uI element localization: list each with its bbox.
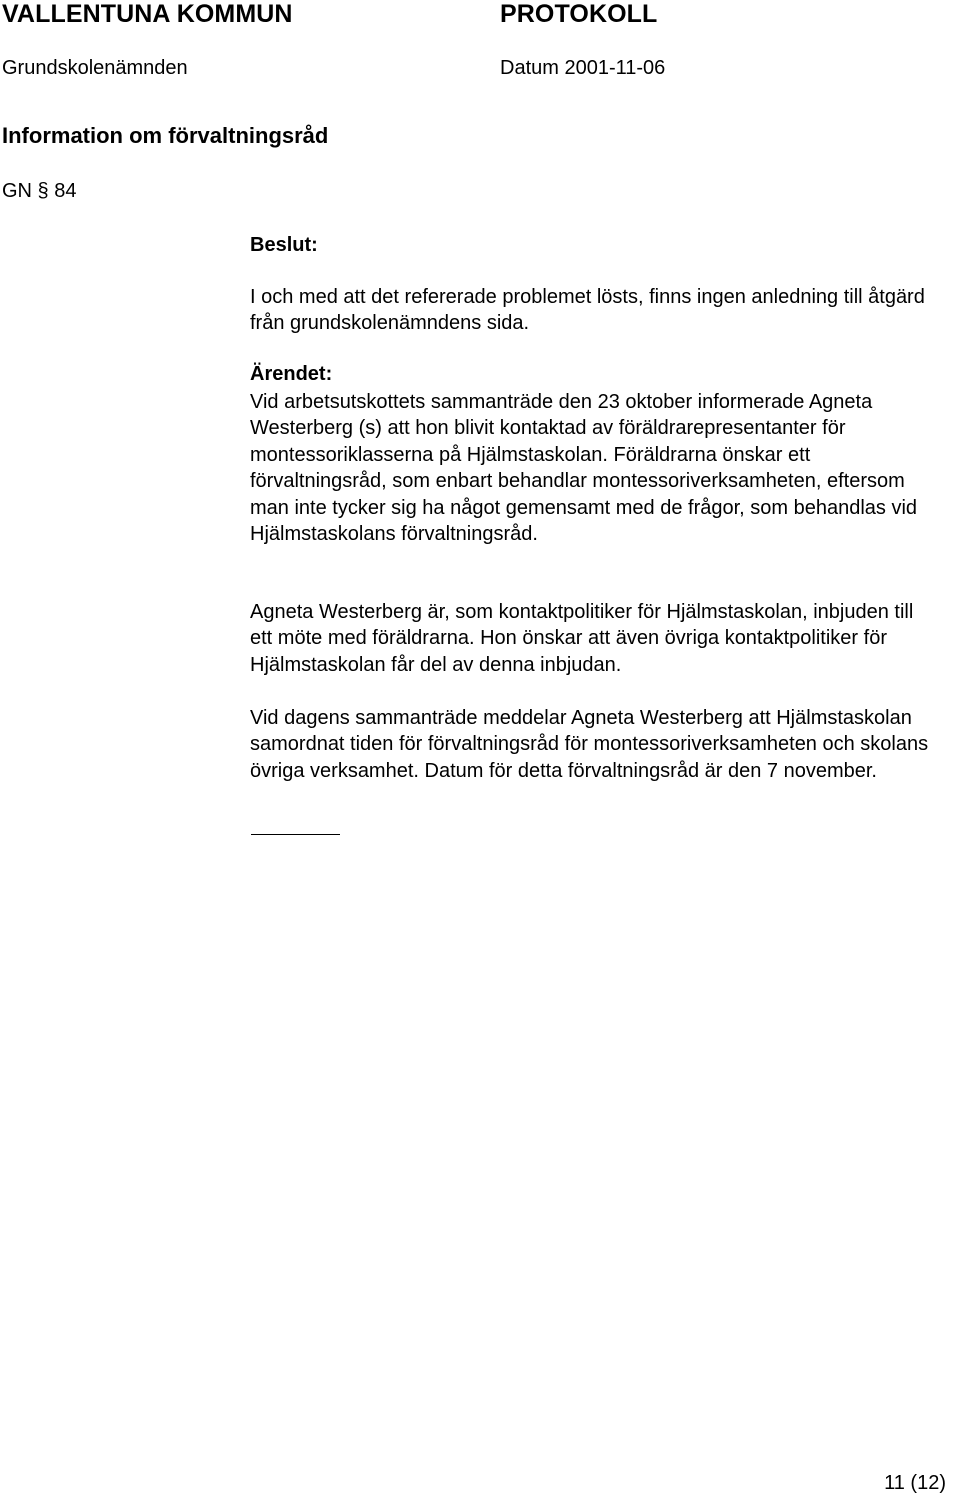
arendet-paragraph-2	[250, 599, 932, 678]
organization-name: VALLENTUNA KOMMUN	[2, 0, 293, 28]
section-title: Information om förvaltningsråd	[2, 123, 329, 148]
arendet-text-1: Vid arbetsutskottets sammanträde den 23 oktober informerade Agneta Westerberg (s) att hon blivit kontaktad av föräldrarepresentanter för montessoriklasserna på Hjälmstaskolan. Föräldrarna önskar ett förvaltningsråd, som enbart behandlar montessoriverksamheten, eftersom man inte tycker sig ha något gemensamt med de frågor, som behandlas vid Hjälmstaskolans förvaltningsråd.	[250, 391, 918, 546]
page-number: 11 (12)	[884, 1472, 946, 1494]
document-date: Datum 2001-11-06	[500, 57, 666, 79]
document-type: PROTOKOLL	[500, 0, 658, 28]
beslut-label: Beslut:	[250, 234, 318, 256]
arendet-paragraph-3	[250, 705, 950, 784]
paragraph-number: GN § 84	[2, 180, 77, 202]
arendet-paragraph-1	[250, 389, 932, 547]
beslut-paragraph: I och med att det refererade problemet lösts, finns ingen anledning till åtgärd från grundskolenämndens sida.	[250, 286, 925, 335]
closing-rule	[251, 834, 340, 835]
committee-name: Grundskolenämnden	[2, 57, 188, 79]
arendet-text-3: Vid dagens sammanträde meddelar Agneta Westerberg att Hjälmstaskolan samordnat tiden för förvaltningsråd för montessoriverksamheten och skolans övriga verksamhet. Datum för detta förvaltningsråd är den 7 november.	[250, 707, 929, 782]
arendet-label: Ärendet:	[250, 363, 333, 385]
beslut-text	[250, 284, 955, 337]
arendet-text-2: Agneta Westerberg är, som kontaktpolitiker för Hjälmstaskolan, inbjuden till ett möte med föräldrarna. Hon önskar att även övriga kontaktpolitiker för Hjälmstaskolan får del av denna inbjudan.	[250, 601, 914, 676]
